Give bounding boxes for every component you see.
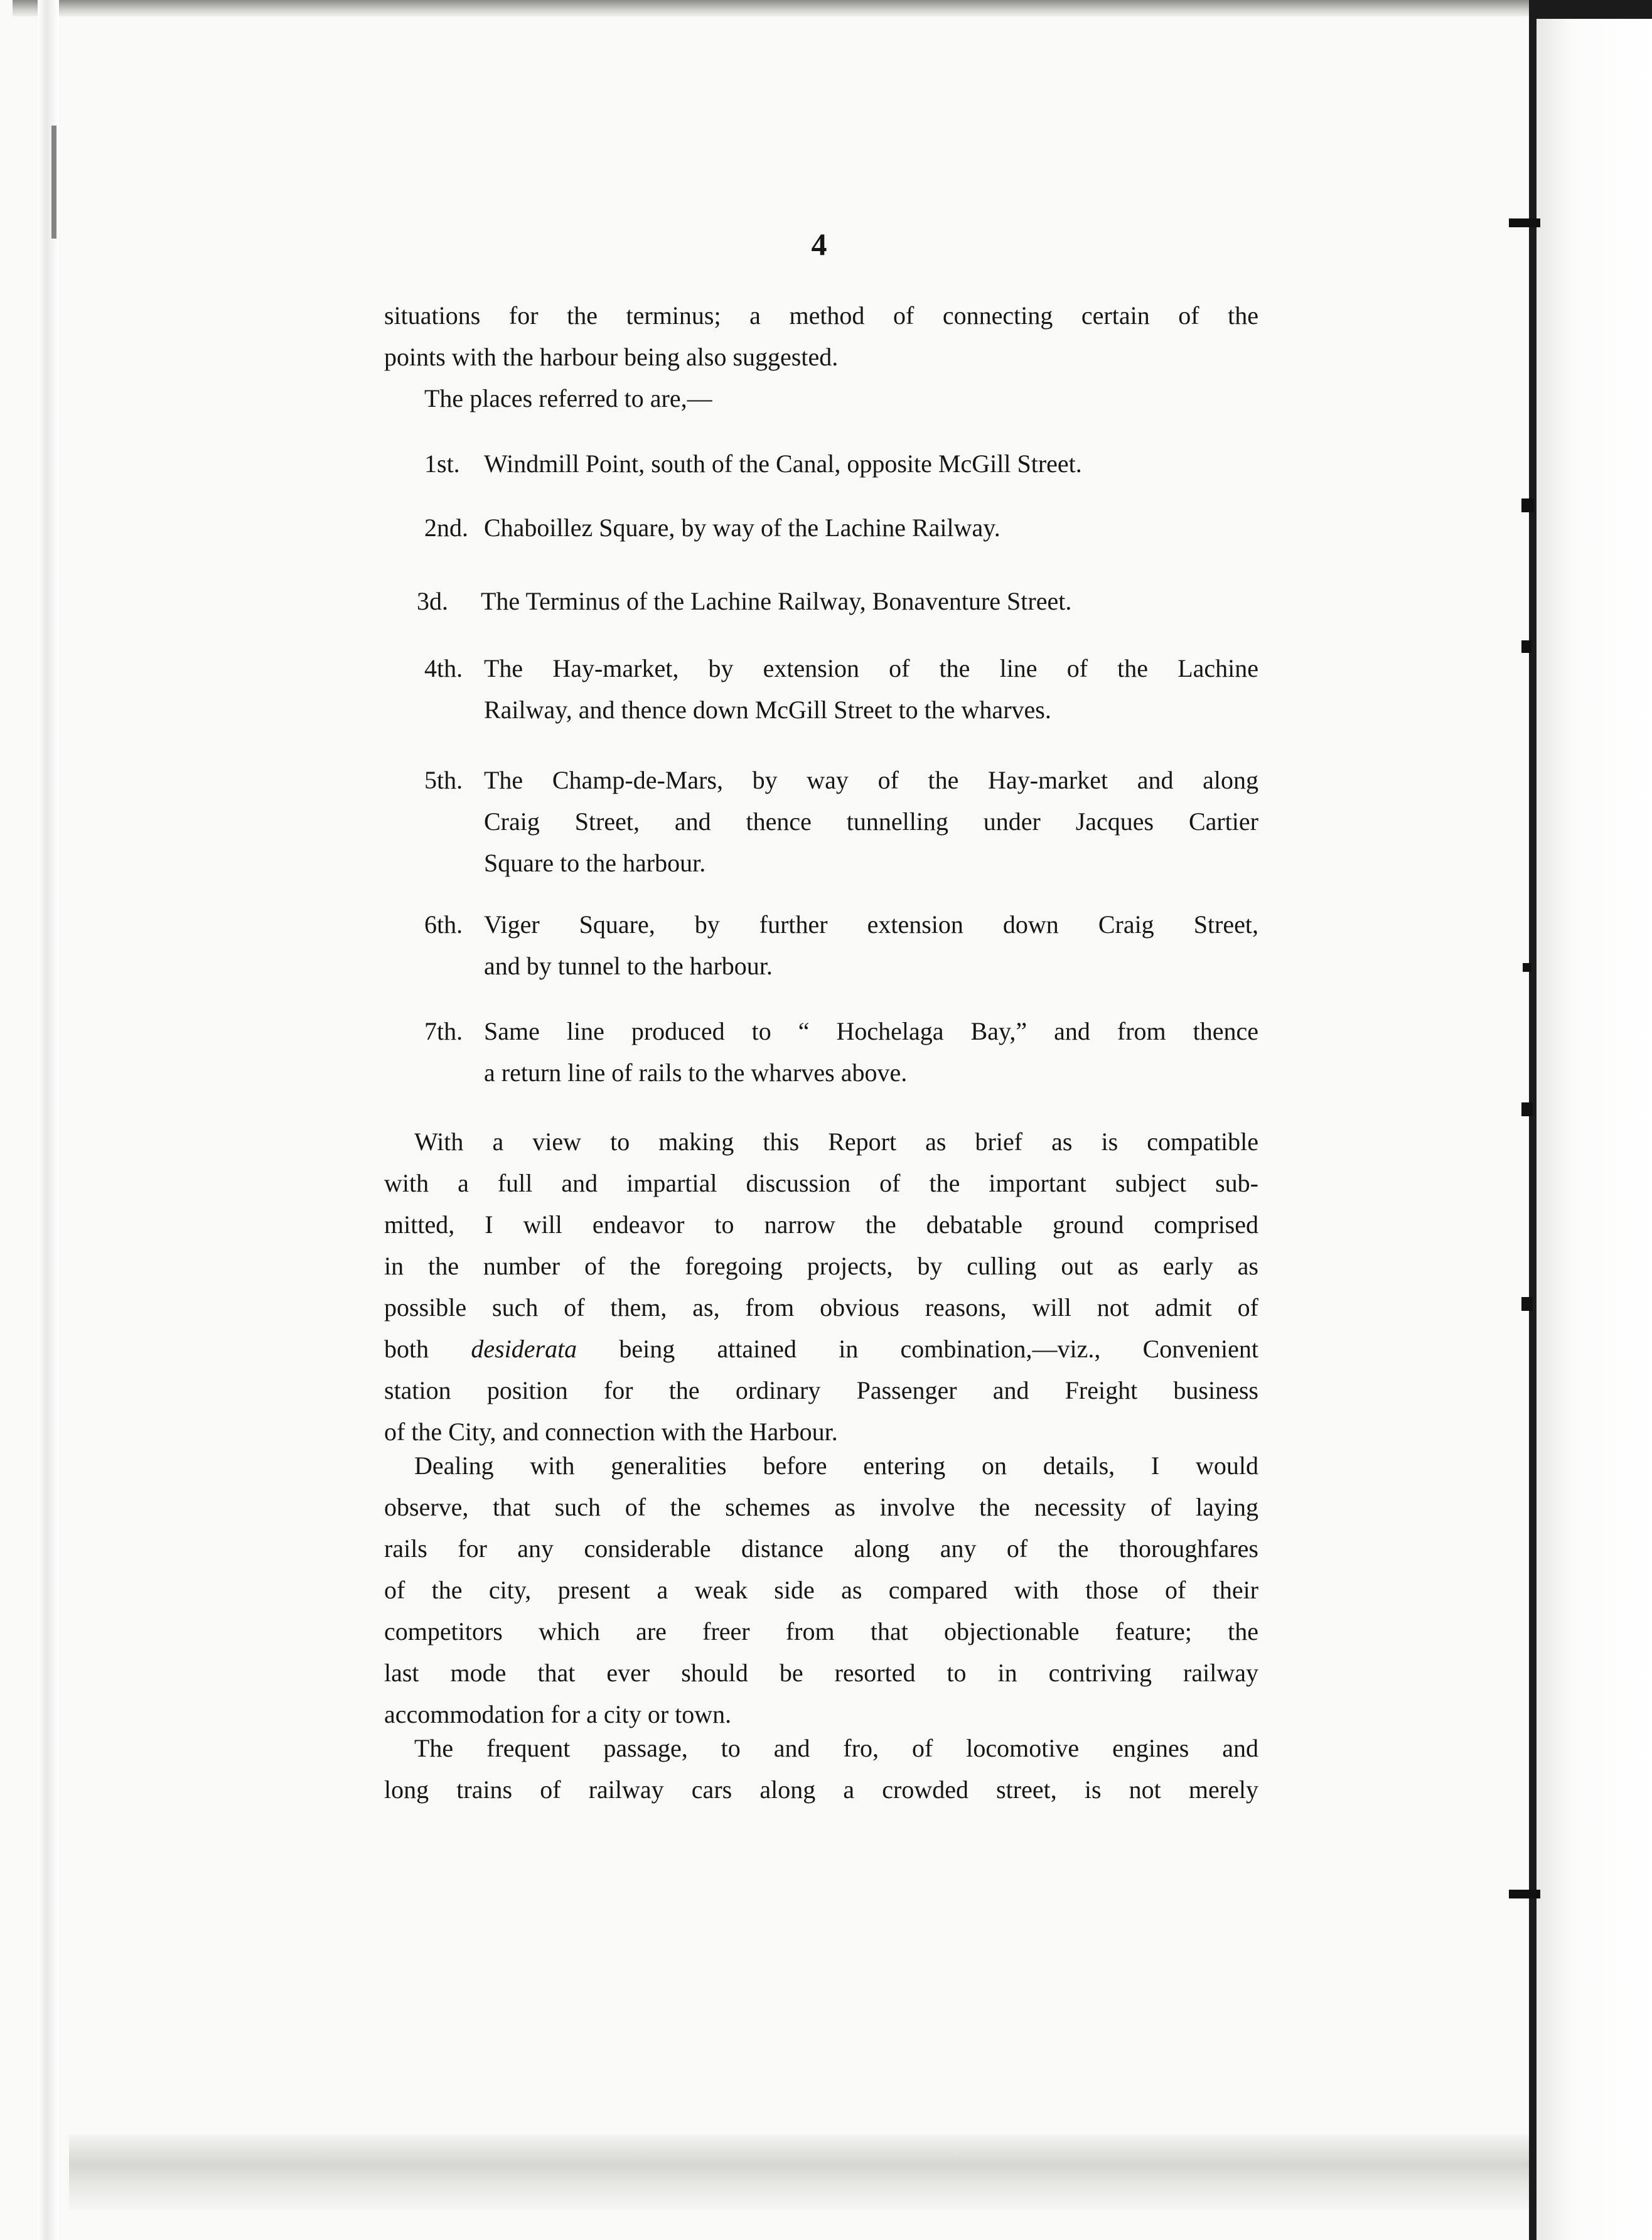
text-line: of the City, and connection with the Harbour. <box>384 1418 838 1446</box>
text-line: a return line of rails to the wharves above. <box>484 1058 908 1087</box>
binding-mark <box>1521 1102 1533 1116</box>
text-line: points with the harbour being also suggested. <box>384 343 839 371</box>
text-line: Craig Street, and thence tunnelling under Jacques Cartier <box>484 807 1258 836</box>
place-ordinal: 1st. <box>424 450 460 478</box>
binding-mark <box>1509 218 1540 227</box>
binding-mark <box>51 126 56 239</box>
text-line: long trains of railway cars along a crowded street, is not merely <box>384 1775 1258 1804</box>
text-line: mitted, I will endeavor to narrow the debatable ground comprised <box>384 1210 1258 1239</box>
page-bottom-edge <box>69 2135 1531 2210</box>
text-line: of the city, present a weak side as compared with those of their <box>384 1576 1258 1604</box>
text-run: both <box>384 1335 471 1363</box>
page-right-margin <box>1537 19 1652 2240</box>
body-paragraph <box>384 1121 1258 1453</box>
text-line: Dealing with generalities before entering on details, I would <box>414 1451 1258 1480</box>
text-line: The frequent passage, to and fro, of locomotive engines and <box>414 1734 1258 1762</box>
text-line: Railway, and thence down McGill Street to the wharves. <box>484 696 1051 724</box>
place-ordinal: 2nd. <box>424 514 468 542</box>
text-line <box>384 1328 1258 1370</box>
text-line: competitors which are freer from that objectionable feature; the <box>384 1617 1258 1645</box>
text-line: last mode that ever should be resorted to in contriving railway <box>384 1659 1258 1687</box>
binding-mark <box>1509 1890 1540 1898</box>
place-ordinal: 7th. <box>424 1017 463 1045</box>
text-line: The Terminus of the Lachine Railway, Bonaventure Street. <box>481 587 1072 615</box>
binding-mark <box>1523 963 1531 972</box>
text-line: in the number of the foregoing projects, by culling out as early as <box>384 1252 1258 1280</box>
page-right-top-shadow <box>1537 0 1652 19</box>
text-run: being attained in combination,—viz., Convenient <box>577 1335 1258 1363</box>
text-line: The Champ-de-Mars, by way of the Hay-market and along <box>484 766 1258 794</box>
text-line: station position for the ordinary Passenger and Freight business <box>384 1376 1258 1404</box>
page-left-edge <box>38 0 59 2240</box>
place-ordinal: 4th. <box>424 654 463 682</box>
text-line: Chaboillez Square, by way of the Lachine Railway. <box>484 514 1000 542</box>
text-line: Same line produced to “ Hochelaga Bay,” and from thence <box>484 1017 1258 1045</box>
page-top-edge <box>13 0 1531 16</box>
places-lead: The places referred to are,— <box>424 384 712 412</box>
text-line: With a view to making this Report as brief as is compatible <box>414 1128 1258 1156</box>
intro-paragraph <box>384 295 1258 378</box>
page-right-border <box>1529 0 1537 2240</box>
place-ordinal: 3d. <box>417 587 448 615</box>
text-line: observe, that such of the schemes as involve the necessity of laying <box>384 1493 1258 1521</box>
italic-term: desiderata <box>471 1335 577 1363</box>
text-line: Windmill Point, south of the Canal, opposite McGill Street. <box>484 450 1082 478</box>
text-line: The Hay-market, by extension of the line of the Lachine <box>484 654 1258 682</box>
body-paragraph <box>384 1728 1258 1811</box>
text-line: rails for any considerable distance along any of the thoroughfares <box>384 1534 1258 1563</box>
text-line: with a full and impartial discussion of the important subject sub- <box>384 1169 1258 1197</box>
body-paragraph <box>384 1445 1258 1735</box>
text-line: Square to the harbour. <box>484 849 706 877</box>
text-line: situations for the terminus; a method of connecting certain of the <box>384 301 1258 330</box>
text-line: possible such of them, as, from obvious reasons, will not admit of <box>384 1293 1258 1322</box>
place-ordinal: 5th. <box>424 766 463 794</box>
text-line: Viger Square, by further extension down Craig Street, <box>484 910 1258 939</box>
text-line: accommodation for a city or town. <box>384 1700 732 1728</box>
binding-mark <box>1521 498 1534 512</box>
text-line: and by tunnel to the harbour. <box>484 952 773 980</box>
binding-mark <box>1521 1297 1533 1311</box>
binding-mark <box>1521 640 1531 653</box>
place-ordinal: 6th. <box>424 910 463 939</box>
page-number: 4 <box>811 227 827 262</box>
